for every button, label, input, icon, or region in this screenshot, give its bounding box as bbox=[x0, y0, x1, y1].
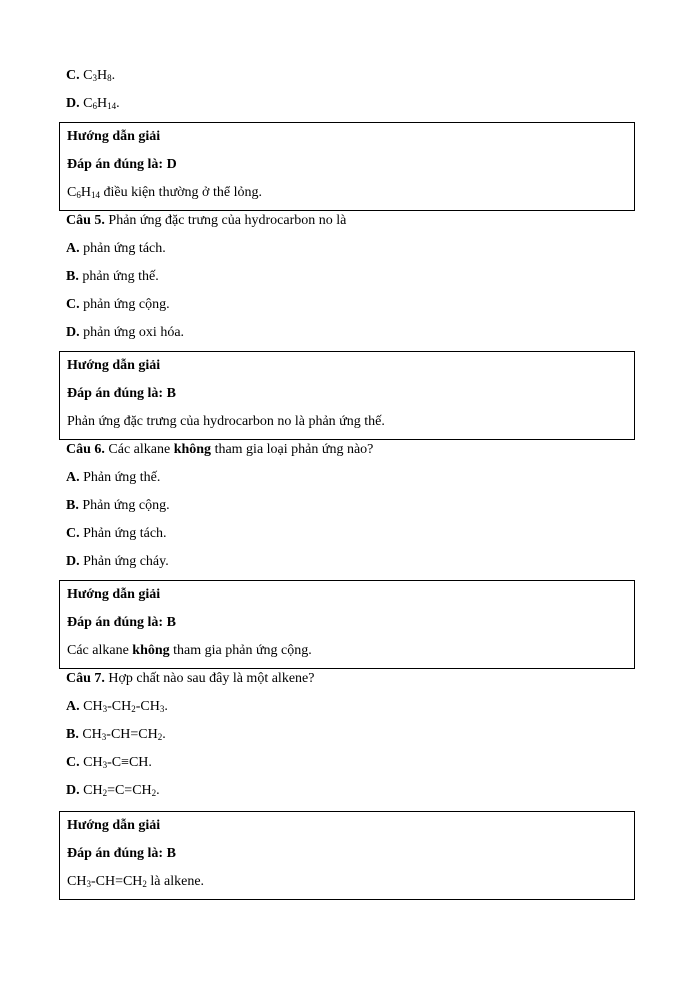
option-a: A. phản ứng tách. bbox=[66, 241, 166, 256]
solution-box bbox=[59, 580, 635, 669]
option-b: B. Phản ứng cộng. bbox=[66, 498, 170, 513]
solution-explanation: $CH_3-CH=CH_2$ là alkene. bbox=[67, 874, 205, 889]
answer-label: Đáp án đúng là: D bbox=[67, 157, 177, 172]
solution-explanation: Các alkane không tham gia phản ứng cộng. bbox=[67, 643, 312, 658]
option-c: C. phản ứng cộng. bbox=[66, 297, 170, 312]
option-b: B. $CH_3-CH=CH_2$. bbox=[66, 727, 166, 742]
answer-label: Đáp án đúng là: B bbox=[67, 386, 176, 401]
solution-explanation: $C_6H_{14}$ điều kiện thường ở thể lỏng. bbox=[67, 185, 262, 200]
answer-label: Đáp án đúng là: B bbox=[67, 615, 176, 630]
solution-heading: Hướng dẫn giải bbox=[67, 818, 161, 833]
option-a: A. Phản ứng thế. bbox=[66, 470, 161, 485]
option-b: B. phản ứng thế. bbox=[66, 269, 159, 284]
option-c: C. $CH_3-C\equiv CH$. bbox=[66, 755, 152, 770]
solution-box bbox=[59, 351, 635, 440]
question-5: Câu 5. Phản ứng đặc trưng của hydrocarbon no là bbox=[66, 213, 347, 228]
solution-heading: Hướng dẫn giải bbox=[67, 587, 161, 602]
option-a: A. $CH_3-CH_2-CH_3$. bbox=[66, 699, 168, 714]
question-7: Câu 7. Hợp chất nào sau đây là một alkene? bbox=[66, 671, 315, 686]
option-c: C. $C_3H_8$. bbox=[66, 68, 116, 83]
option-d: D. $C_6H_{14}$. bbox=[66, 96, 120, 111]
solution-box bbox=[59, 122, 635, 211]
solution-heading: Hướng dẫn giải bbox=[67, 129, 161, 144]
solution-box bbox=[59, 811, 635, 900]
option-d: D. Phản ứng cháy. bbox=[66, 554, 169, 569]
option-d: D. $CH_2=C=CH_2$. bbox=[66, 783, 160, 798]
option-d: D. phản ứng oxi hóa. bbox=[66, 325, 185, 340]
option-c: C. Phản ứng tách. bbox=[66, 526, 167, 541]
solution-heading: Hướng dẫn giải bbox=[67, 358, 161, 373]
document-page bbox=[59, 62, 635, 900]
solution-explanation: Phản ứng đặc trưng của hydrocarbon no là phản ứng thế. bbox=[67, 414, 385, 429]
question-6: Câu 6. Các alkane không tham gia loại phản ứng nào? bbox=[66, 442, 374, 457]
answer-label: Đáp án đúng là: B bbox=[67, 846, 176, 861]
